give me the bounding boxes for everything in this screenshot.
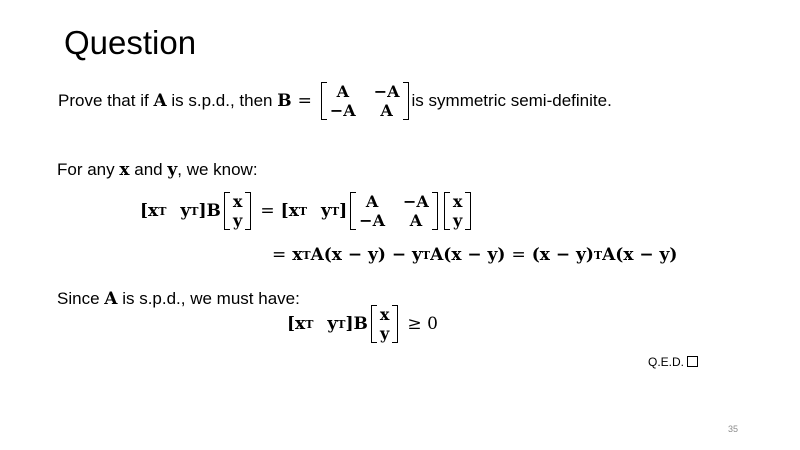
transpose-mark: T: [158, 204, 167, 218]
text-must-have: is s.p.d., we must have:: [122, 289, 300, 308]
symbol-a: A: [104, 289, 118, 309]
symbol-x: x: [119, 160, 130, 180]
ineq-y: y: [327, 314, 338, 334]
vector-cell: y: [452, 211, 463, 230]
matrix-cell: A: [409, 211, 423, 230]
equation-1: [140, 192, 474, 230]
eq2-term: x: [292, 245, 303, 265]
prove-intro: Prove that if: [58, 91, 149, 110]
equation-2: [272, 245, 677, 265]
transpose-mark: T: [305, 317, 314, 331]
ineq-open: [x: [287, 314, 306, 334]
inequality: [287, 305, 444, 343]
matrix-cell: −A: [329, 101, 356, 120]
matrix-cell: A: [365, 192, 379, 211]
vector-xy: [444, 192, 472, 230]
page-number: 35: [728, 424, 739, 434]
prove-end: is symmetric semi-definite.: [411, 91, 612, 110]
right-bracket: [403, 82, 409, 120]
matrix-cell: A: [336, 82, 349, 101]
text-since: Since: [57, 289, 100, 308]
text-for-any: For any: [57, 160, 115, 179]
eq1-equals: =: [260, 201, 275, 221]
transpose-mark: T: [190, 204, 199, 218]
since-line: [57, 289, 300, 309]
eq1-rhs-y: y: [321, 201, 331, 221]
transpose-mark: T: [330, 204, 340, 218]
prove-symbol-b: B: [277, 91, 292, 111]
eq2-term: A(x − y): [602, 245, 678, 265]
prove-statement: [58, 82, 612, 120]
matrix-cell: −A: [359, 211, 385, 230]
prove-symbol-a: A: [153, 91, 167, 111]
transpose-mark: T: [302, 248, 311, 262]
symbol-y: y: [167, 160, 178, 180]
matrix-a-block: [350, 192, 438, 230]
eq2-equals-mid: =: [511, 245, 526, 265]
vector-cell: x: [232, 192, 243, 211]
qed-text: Q.E.D.: [648, 355, 685, 369]
vector-cell: x: [452, 192, 463, 211]
eq1-rhs-close: ]: [339, 201, 348, 221]
vector-cell: y: [233, 211, 243, 230]
prove-mid: is s.p.d., then: [171, 91, 273, 110]
prove-equals: =: [297, 91, 312, 111]
transpose-mark: T: [337, 317, 346, 331]
eq2-term: A(x − y): [430, 245, 506, 265]
vector-cell: x: [379, 305, 390, 324]
eq1-lhs-y: y: [180, 201, 191, 221]
transpose-mark: T: [298, 204, 308, 218]
matrix-cell: A: [380, 101, 393, 120]
eq2-equals: =: [272, 245, 287, 265]
ineq-close: ]B: [345, 314, 368, 334]
eq2-term: (x − y): [531, 245, 594, 265]
text-and: and: [134, 160, 163, 179]
matrix-cell: −A: [373, 82, 400, 101]
matrix-b: [321, 82, 409, 120]
qed-box-icon: [687, 356, 698, 367]
vector-xy: [224, 192, 252, 230]
qed-mark: [648, 355, 698, 369]
text-we-know: , we know:: [177, 160, 258, 179]
eq1-lhs-open: [x: [140, 201, 159, 221]
ineq-relation: ≥ 0: [407, 314, 438, 334]
for-any-line: [57, 160, 258, 180]
slide-title: Question: [64, 24, 197, 61]
transpose-mark: T: [593, 248, 603, 262]
eq1-lhs-close: ]B: [198, 201, 221, 221]
transpose-mark: T: [421, 248, 431, 262]
vector-cell: y: [380, 324, 390, 343]
eq1-rhs-open: [x: [280, 201, 299, 221]
matrix-cell: −A: [403, 192, 429, 211]
matrix-b-cells: [327, 82, 403, 120]
eq2-term: A(x − y) − y: [310, 245, 422, 265]
vector-xy: [371, 305, 399, 343]
